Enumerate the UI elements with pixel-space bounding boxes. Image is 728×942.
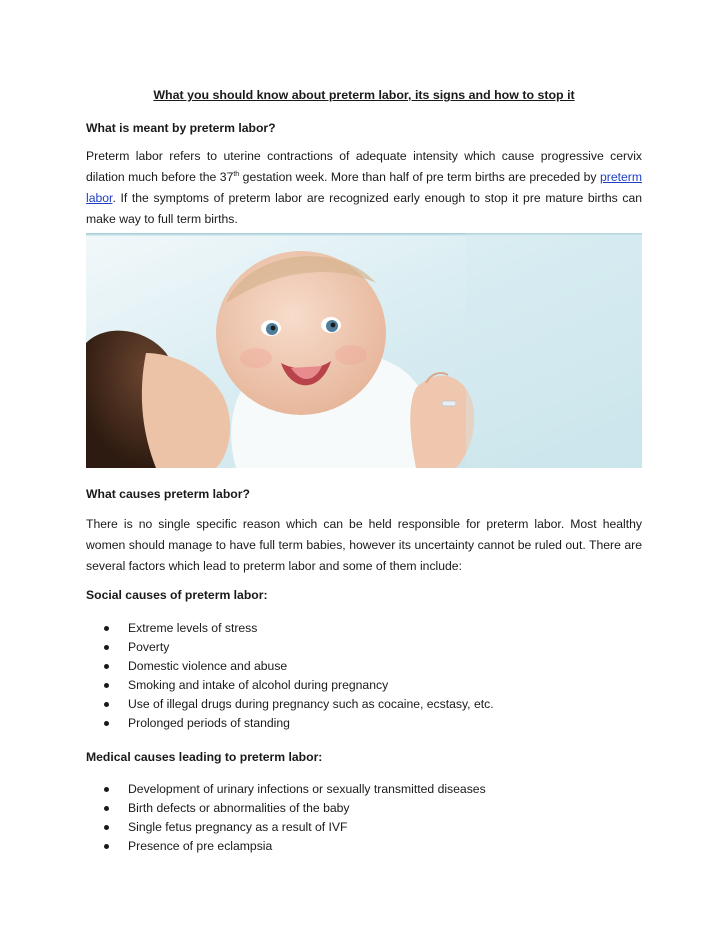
list-item: Poverty: [86, 638, 494, 657]
bullet-icon: [104, 825, 109, 830]
heading-social-causes: Social causes of preterm labor:: [86, 588, 268, 602]
bullet-icon: [104, 702, 109, 707]
list-item: Extreme levels of stress: [86, 619, 494, 638]
mother-baby-photo: [86, 233, 642, 468]
intro-text-1: Preterm labor refers to uterine contractions of adequate intensity which cause progressive cervix dilation much before the 37: [86, 149, 642, 184]
intro-text-3: . If the symptoms of preterm labor are recognized early enough to stop it pre mature births can make way to full term births.: [86, 191, 642, 226]
bullet-icon: [104, 683, 109, 688]
list-item: Birth defects or abnormalities of the baby: [86, 799, 486, 818]
bullet-icon: [104, 626, 109, 631]
intro-paragraph: [86, 146, 642, 230]
social-causes-list: [86, 619, 494, 733]
heading-medical-causes: Medical causes leading to preterm labor:: [86, 750, 323, 764]
heading-causes: What causes preterm labor?: [86, 487, 250, 501]
bullet-icon: [104, 806, 109, 811]
intro-text-2: gestation week. More than half of pre term births are preceded by: [239, 170, 600, 184]
bullet-icon: [104, 844, 109, 849]
medical-causes-list: [86, 780, 486, 856]
list-item: Prolonged periods of standing: [86, 714, 494, 733]
list-item: Single fetus pregnancy as a result of IVF: [86, 818, 486, 837]
preterm-labor-link[interactable]: preterm labor: [86, 170, 642, 205]
intro-superscript: th: [233, 170, 240, 178]
bullet-icon: [104, 721, 109, 726]
bullet-icon: [104, 787, 109, 792]
list-item: Use of illegal drugs during pregnancy such as cocaine, ecstasy, etc.: [86, 695, 494, 714]
list-item: Development of urinary infections or sexually transmitted diseases: [86, 780, 486, 799]
bullet-icon: [104, 645, 109, 650]
list-item: Smoking and intake of alcohol during pregnancy: [86, 676, 494, 695]
document-title: What you should know about preterm labor, its signs and how to stop it: [153, 88, 575, 102]
causes-paragraph: There is no single specific reason which can be held responsible for preterm labor. Most healthy women should manage to have full term babies, however its uncertainty cannot be ruled out. There are several factors which lead to preterm labor and some of them include:: [86, 517, 642, 573]
bullet-icon: [104, 664, 109, 669]
list-item: Domestic violence and abuse: [86, 657, 494, 676]
heading-preterm-labor-meaning: What is meant by preterm labor?: [86, 121, 276, 135]
list-item: Presence of pre eclampsia: [86, 837, 486, 856]
